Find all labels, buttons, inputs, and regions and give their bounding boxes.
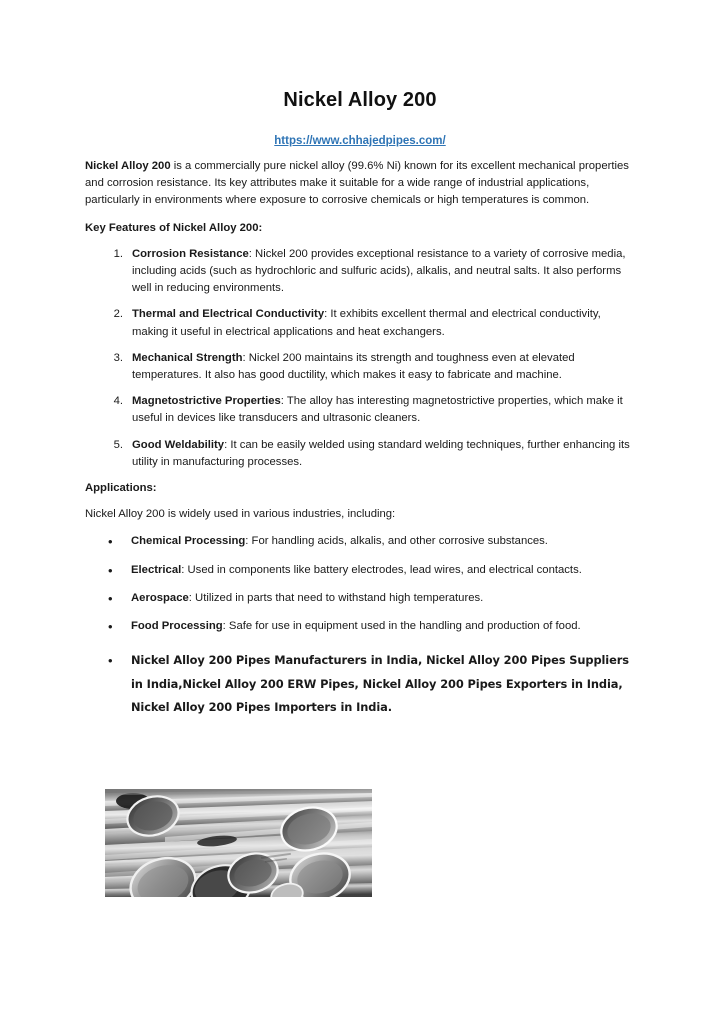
applications-intro-paragraph: Nickel Alloy 200 is widely used in various industries, including: (85, 508, 396, 521)
list-item-label: Magnetostrictive Properties (132, 395, 281, 408)
bullet-icon: • (108, 534, 113, 550)
list-item-label: Good Weldability (132, 438, 225, 451)
list-item (85, 350, 630, 384)
list-item-label: Electrical (131, 563, 182, 576)
list-item-number: 3. (113, 351, 123, 364)
list-item-text: : For handling acids, alkalis, and other corrosive substances. (245, 535, 548, 548)
steel-pipes-photo (105, 789, 372, 897)
list-item (85, 562, 630, 579)
key-features-list (85, 246, 630, 471)
list-item-label: Aerospace (131, 591, 189, 604)
document-body (85, 158, 630, 731)
intro-paragraph (85, 158, 630, 210)
list-item-text: : Utilized in parts that need to withstand high temperatures. (188, 591, 484, 604)
list-item-text: : It can be easily welded using standard welding techniques, further enhancing its utility in manufacturing processes. (132, 438, 630, 468)
list-item (85, 533, 630, 550)
list-item-number: 1. (113, 247, 123, 260)
intro-rest-text: is a commercially pure nickel alloy (99.6% Ni) known for its excellent mechanical properties and corrosion resistance. Its key attributes make it suitable for a wide range of industrial applications, particularly in environments where exposure to corrosive chemicals or high temperatures is common. (85, 160, 629, 207)
list-item-label: Food Processing (131, 620, 223, 633)
list-item-number: 2. (113, 308, 123, 321)
list-item-text: : It exhibits excellent thermal and electrical conductivity, making it useful in electrical applications and heat exchangers. (132, 308, 601, 338)
key-features-heading: Key Features of Nickel Alloy 200: (85, 221, 263, 234)
bullet-icon: • (108, 619, 113, 635)
applications-heading: Applications: (85, 482, 157, 495)
website-url-link[interactable]: https://www.chhajedpipes.com/ (274, 135, 446, 147)
list-item-text: : Nickel 200 provides exceptional resistance to a variety of corrosive media, including acids (such as hydrochloric and sulfuric acids), alkalis, and neutral salts. It also performs well in reducing environments. (132, 247, 626, 295)
intro-lead-bold: Nickel Alloy 200 (85, 160, 171, 172)
list-item-label: Chemical Processing (131, 535, 246, 548)
list-item-text: : Nickel 200 maintains its strength and toughness even at elevated temperatures. It also has good ductility, which makes it easy to fabricate and machine. (132, 351, 575, 382)
list-item (85, 618, 630, 635)
website-url-container (0, 131, 720, 149)
bullet-icon: • (108, 562, 113, 578)
bullet-icon: • (108, 590, 113, 606)
list-item-label: Corrosion Resistance (132, 247, 249, 260)
page-title: Nickel Alloy 200 (283, 89, 437, 111)
list-item (85, 437, 630, 471)
list-item-text: : The alloy has interesting magnetostrictive properties, which make it useful in devices like transducers and ultrasonic cleaners. (132, 395, 623, 425)
list-item (85, 246, 630, 298)
steel-pipes-illustration (105, 789, 372, 897)
list-item-label: Thermal and Electrical Conductivity (132, 308, 325, 321)
bullet-icon: • (108, 653, 113, 669)
list-item-label: Mechanical Strength (132, 351, 243, 364)
list-item-number: 5. (113, 438, 123, 451)
list-item (85, 590, 630, 607)
list-item-number: 4. (113, 395, 123, 408)
list-item (85, 306, 630, 340)
list-item-text: : Safe for use in equipment used in the handling and production of food. (222, 620, 581, 633)
keyword-list-item-text: Nickel Alloy 200 Pipes Manufacturers in India, Nickel Alloy 200 Pipes Suppliers in India,Nickel Alloy 200 ERW Pipes, Nickel Alloy 200 Pipes Exporters in India, Nickel Alloy 200 Pipes Importers in India. (131, 653, 629, 715)
list-item-text: : Used in components like battery electrodes, lead wires, and electrical contacts. (181, 563, 582, 576)
keyword-list-item (85, 649, 630, 720)
list-item (85, 393, 630, 427)
applications-list (85, 533, 630, 719)
